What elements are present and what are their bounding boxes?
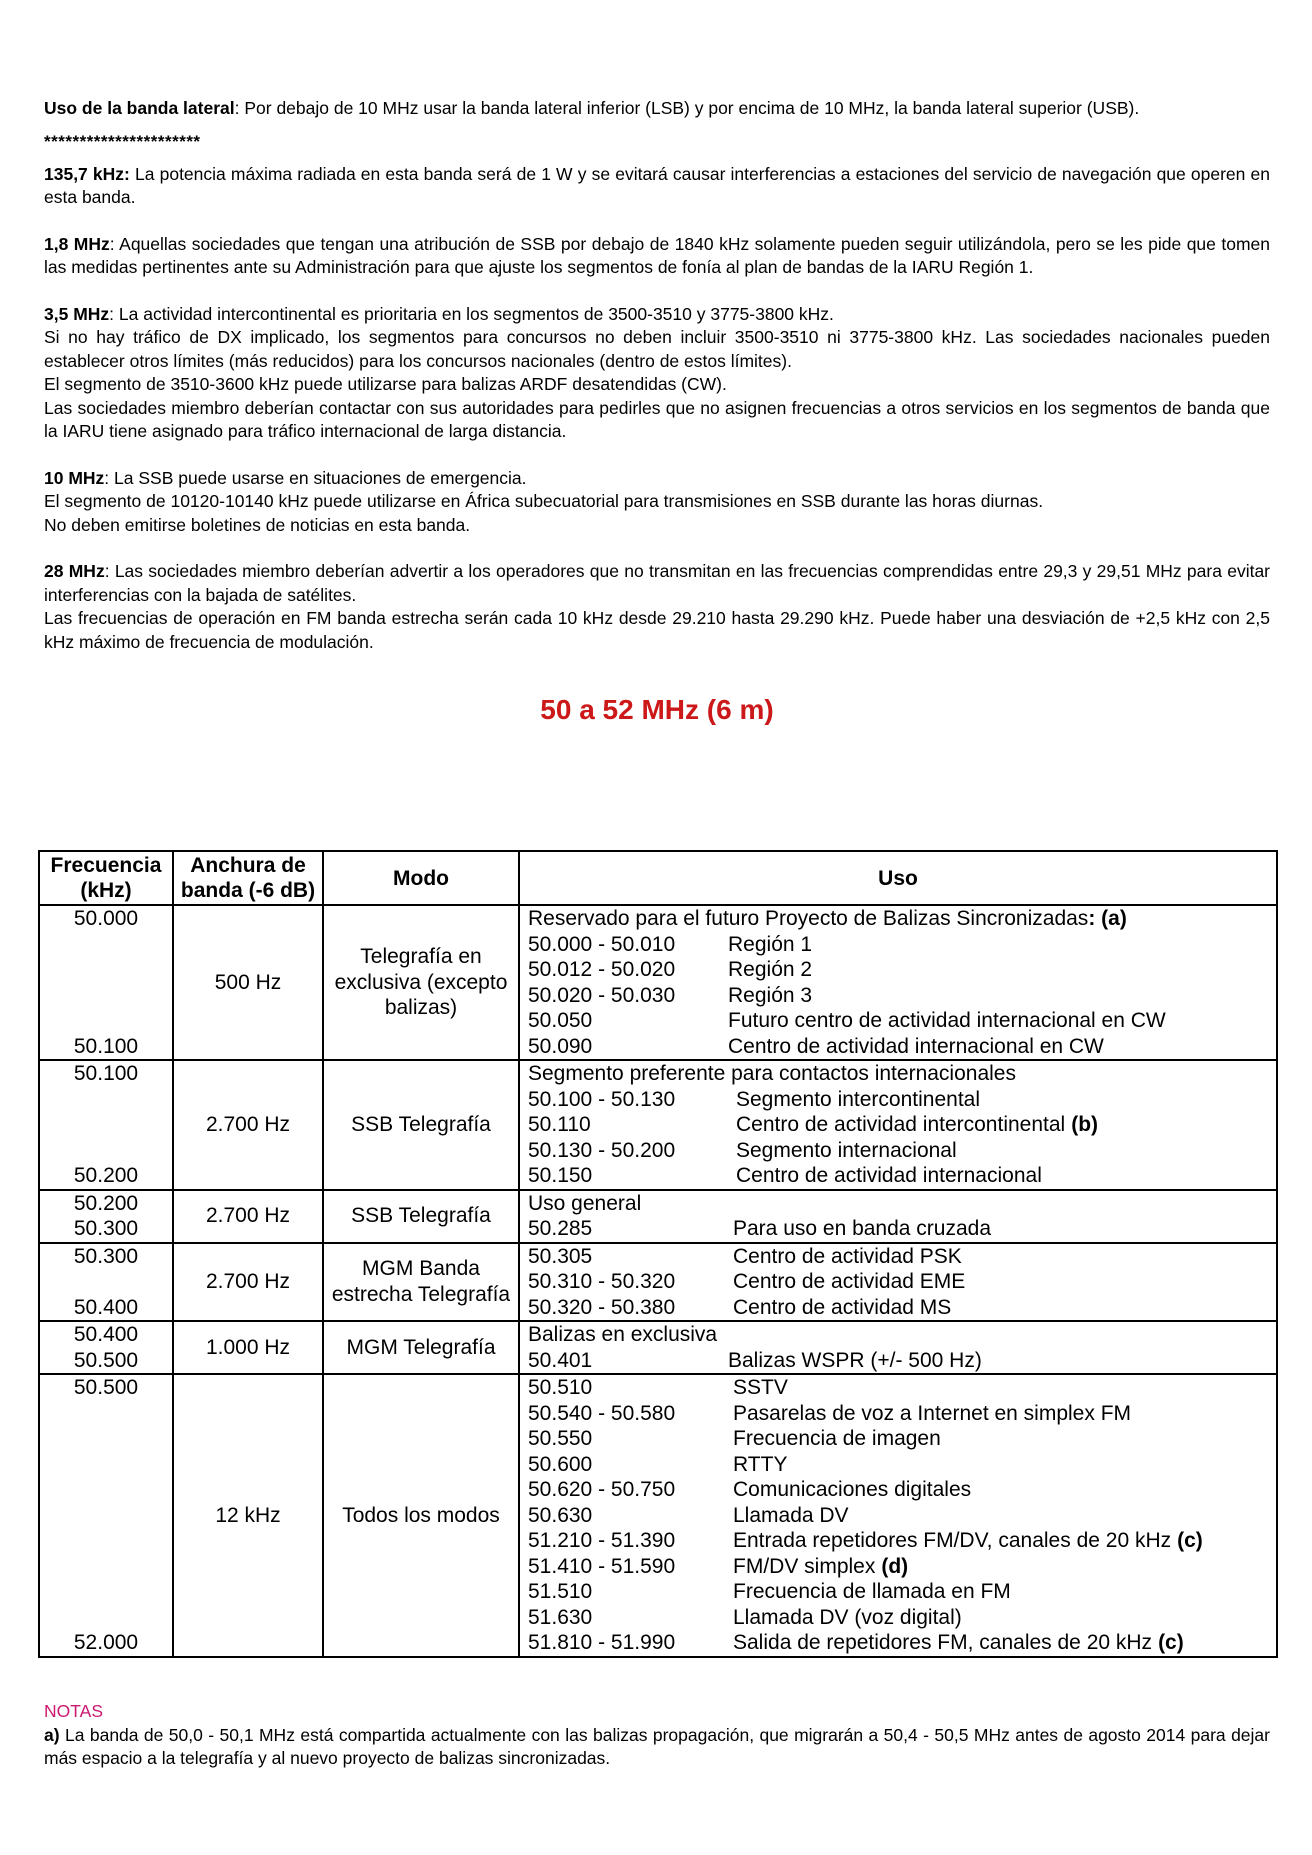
use-description: Centro de actividad MS: [733, 1295, 952, 1319]
use-item: [528, 1112, 1272, 1138]
text-10mhz-2: El segmento de 10120-10140 kHz puede utilizarse en África subecuatorial para transmisiones en SSB durante las horas diurnas.: [44, 491, 1044, 511]
use-item: [528, 1528, 1272, 1554]
use-frequency: 50.000 - 50.010: [528, 932, 676, 956]
text-28mhz-2: Las frecuencias de operación en FM banda estrecha serán cada 10 kHz desde 29.210 hasta 29.290 kHz. Puede haber una desviación de +2,5 kHz con 2,5 kHz máximo de frecuencia de modulación.: [44, 608, 1270, 652]
frequency-cell: [39, 1321, 173, 1374]
use-frequency: 50.600: [528, 1452, 593, 1476]
frequency-end: 50.400: [73, 1295, 139, 1319]
header-bandwidth: Anchura de banda (-6 dB): [173, 851, 323, 905]
table-header-row: [39, 851, 1277, 905]
use-frequency: 50.401: [528, 1348, 593, 1372]
use-item: [528, 1554, 1272, 1580]
use-item: [528, 1452, 1272, 1478]
paragraph-3-5mhz: [44, 303, 1270, 444]
use-cell: [519, 905, 1277, 1060]
note-ref: (d): [881, 1554, 909, 1578]
use-description: Frecuencia de llamada en FM: [733, 1580, 1011, 1603]
mode-cell: MGM Telegrafía: [323, 1321, 519, 1374]
bandwidth-cell: 2.700 Hz: [173, 1190, 323, 1243]
frequency-start: 50.000: [73, 907, 139, 930]
use-description: Llamada DV: [733, 1503, 849, 1527]
text-3-5mhz-3: El segmento de 3510-3600 kHz puede utilizarse para balizas ARDF desatendidas (CW).: [44, 374, 727, 394]
use-title: [528, 1322, 1272, 1348]
use-item: [528, 1087, 1272, 1113]
mode-cell: Todos los modos: [323, 1374, 519, 1657]
text-body: [44, 97, 1270, 728]
use-description: Entrada repetidores FM/DV, canales de 20 kHz: [733, 1529, 1172, 1552]
use-description: Región 3: [728, 983, 813, 1007]
use-description: Pasarelas de voz a Internet en simplex FM: [733, 1401, 1132, 1425]
use-description: SSTV: [733, 1376, 788, 1399]
use-description: Centro de actividad PSK: [733, 1244, 962, 1268]
heading-1-8mhz: 1,8 MHz: [44, 233, 110, 254]
frequency-cell: [39, 1243, 173, 1322]
bandwidth-cell: 12 kHz: [173, 1374, 323, 1657]
heading-10mhz: 10 MHz: [44, 467, 105, 488]
use-item: [528, 1138, 1272, 1164]
note-ref: (c): [1177, 1529, 1203, 1552]
table-row: [39, 1190, 1277, 1243]
frequency-start: 50.500: [73, 1376, 139, 1399]
use-item: [528, 1605, 1272, 1631]
use-description: Salida de repetidores FM, canales de 20 kHz: [733, 1631, 1153, 1654]
use-description: Centro de actividad EME: [733, 1270, 966, 1293]
mode-cell: MGM Banda estrecha Telegrafía: [323, 1243, 519, 1322]
use-item: [528, 1630, 1272, 1656]
heading-135khz: 135,7 kHz:: [44, 163, 130, 184]
use-description: Centro de actividad intercontinental: [736, 1113, 1066, 1136]
notes-section: [44, 1700, 1270, 1771]
use-description: Frecuencia de imagen: [733, 1427, 941, 1450]
use-frequency: 51.630: [528, 1605, 593, 1629]
use-description: Balizas WSPR (+/- 500 Hz): [728, 1348, 982, 1372]
frequency-end: 50.100: [73, 1034, 139, 1058]
use-frequency: 50.550: [528, 1427, 593, 1450]
use-frequency: 51.510: [528, 1580, 593, 1603]
use-frequency: 50.020 - 50.030: [528, 983, 676, 1007]
use-item: [528, 1216, 1272, 1242]
use-item: [528, 1579, 1272, 1605]
use-frequency: 50.100 - 50.130: [528, 1087, 676, 1111]
use-frequency: 50.305: [528, 1244, 593, 1268]
use-item: [528, 1375, 1272, 1401]
notes-title: NOTAS: [44, 1701, 103, 1721]
frequency-cell: [39, 1060, 173, 1190]
use-title: [528, 906, 1272, 932]
table-row: [39, 1321, 1277, 1374]
use-description: Futuro centro de actividad internacional en CW: [728, 1009, 1166, 1032]
use-title: [528, 1191, 1272, 1217]
use-frequency: 50.320 - 50.380: [528, 1295, 676, 1319]
bandwidth-cell: 2.700 Hz: [173, 1243, 323, 1322]
use-description: Centro de actividad internacional: [736, 1164, 1042, 1187]
use-item: [528, 932, 1272, 958]
use-title: [528, 1061, 1272, 1087]
frequency-cell: [39, 1374, 173, 1657]
table-row: [39, 1374, 1277, 1657]
use-description: FM/DV simplex: [733, 1554, 876, 1578]
paragraph-10mhz: [44, 467, 1270, 538]
use-frequency: 51.410 - 51.590: [528, 1554, 676, 1578]
use-title-text: Balizas en exclusiva: [528, 1323, 718, 1346]
separator-stars: **********************: [44, 131, 201, 151]
frequency-start: 50.300: [73, 1244, 139, 1268]
paragraph-135khz: [44, 163, 1270, 210]
frequency-start: 50.400: [73, 1323, 139, 1346]
use-frequency: 50.540 - 50.580: [528, 1401, 676, 1425]
use-description: Para uso en banda cruzada: [733, 1217, 992, 1240]
use-title-text: Uso general: [528, 1191, 642, 1215]
table-row: [39, 905, 1277, 1060]
use-frequency: 50.150: [528, 1164, 593, 1187]
use-description: Segmento internacional: [736, 1138, 957, 1162]
note-ref: (c): [1158, 1631, 1184, 1654]
heading-28mhz: 28 MHz: [44, 561, 105, 581]
use-frequency: 50.285: [528, 1217, 593, 1240]
use-item: [528, 1503, 1272, 1529]
header-mode: Modo: [323, 851, 519, 905]
use-item: [528, 1426, 1272, 1452]
bandwidth-cell: 500 Hz: [173, 905, 323, 1060]
use-cell: [519, 1060, 1277, 1190]
frequency-start: 50.200: [73, 1191, 139, 1215]
use-description: Llamada DV (voz digital): [733, 1605, 962, 1629]
table-row: [39, 1243, 1277, 1322]
use-title-text: Reservado para el futuro Proyecto de Balizas Sincronizadas: [528, 907, 1089, 930]
frequency-end: 50.200: [73, 1164, 139, 1187]
mode-cell: SSB Telegrafía: [323, 1190, 519, 1243]
text-135khz: La potencia máxima radiada en esta banda será de 1 W y se evitará causar interferencias a estaciones del servicio de navegación que operen en esta banda.: [44, 163, 1270, 207]
use-description: Región 2: [728, 958, 813, 981]
use-item: [528, 1295, 1272, 1321]
note-a-label: a): [44, 1724, 60, 1745]
use-item: [528, 1269, 1272, 1295]
note-ref: : (a): [1088, 907, 1127, 930]
frequency-start: 50.100: [73, 1062, 139, 1085]
note-a-text: La banda de 50,0 - 50,1 MHz está compartida actualmente con las balizas propagación, que migrarán a 50,4 - 50,5 MHz antes de agosto 2014 para dejar más espacio a la telegrafía y al nuevo proyecto de balizas sincronizadas.: [44, 1724, 1270, 1768]
use-frequency: 51.210 - 51.390: [528, 1529, 676, 1552]
heading-3-5mhz: 3,5 MHz: [44, 303, 110, 324]
use-frequency: 51.810 - 51.990: [528, 1631, 676, 1654]
sideband-text: : Por debajo de 10 MHz usar la banda lateral inferior (LSB) y por encima de 10 MHz, la banda lateral superior (USB).: [234, 98, 1140, 118]
use-item: [528, 1034, 1272, 1060]
table-body: [39, 905, 1277, 1657]
use-frequency: 50.050: [528, 1009, 593, 1032]
use-description: Centro de actividad internacional en CW: [728, 1034, 1104, 1058]
text-3-5mhz-2: Si no hay tráfico de DX implicado, los segmentos para concursos no deben incluir 3500-3510 ni 3775-3800 kHz. Las sociedades nacionales pueden establecer otros límites (más reducidos) para los concursos nacionales (dentro de estos límites).: [44, 327, 1270, 371]
use-cell: [519, 1321, 1277, 1374]
mode-cell: Telegrafía en exclusiva (excepto balizas): [323, 905, 519, 1060]
text-28mhz-1: : Las sociedades miembro deberían advertir a los operadores que no transmitan en las frecuencias comprendidas entre 29,3 y 29,51 MHz para evitar interferencias con la bajada de satélites.: [44, 561, 1271, 605]
section-title: 50 a 52 MHz (6 m): [540, 694, 774, 725]
use-title-text: Segmento preferente para contactos internacionales: [528, 1062, 1016, 1085]
use-frequency: 50.012 - 50.020: [528, 958, 676, 981]
use-description: Región 1: [728, 932, 813, 956]
table-row: [39, 1060, 1277, 1190]
use-item: [528, 1348, 1272, 1374]
frequency-end: 50.300: [73, 1217, 139, 1240]
bandwidth-cell: 2.700 Hz: [173, 1060, 323, 1190]
use-frequency: 50.630: [528, 1503, 593, 1527]
paragraph-28mhz: [44, 560, 1270, 654]
use-item: [528, 1244, 1272, 1270]
text-3-5mhz-1: : La actividad intercontinental es prioritaria en los segmentos de 3500-3510 y 3775-3800 kHz.: [109, 303, 834, 324]
use-item: [528, 1401, 1272, 1427]
use-cell: [519, 1374, 1277, 1657]
text-10mhz-3: No deben emitirse boletines de noticias en esta banda.: [44, 514, 471, 535]
frequency-cell: [39, 905, 173, 1060]
header-frequency: Frecuencia (kHz): [39, 851, 173, 905]
use-frequency: 50.620 - 50.750: [528, 1478, 676, 1501]
use-frequency: 50.310 - 50.320: [528, 1270, 676, 1293]
use-frequency: 50.110: [528, 1113, 591, 1136]
text-1-8mhz: : Aquellas sociedades que tengan una atribución de SSB por debajo de 1840 kHz solamente pueden seguir utilizándola, pero se les pide que tomen las medidas pertinentes ante su Administración para que ajuste los segmentos de fonía al plan de bandas de la IARU Región 1.: [44, 233, 1271, 277]
use-item: [528, 983, 1272, 1009]
sideband-paragraph: [44, 97, 1270, 121]
frequency-cell: [39, 1190, 173, 1243]
sideband-heading: Uso de la banda lateral: [44, 98, 235, 118]
note-a: [44, 1724, 1270, 1771]
use-frequency: 50.510: [528, 1376, 593, 1399]
bandwidth-cell: 1.000 Hz: [173, 1321, 323, 1374]
use-item: [528, 1477, 1272, 1503]
text-3-5mhz-4: Las sociedades miembro deberían contactar con sus autoridades para pedirles que no asignen frecuencias a otros servicios en los segmentos de banda que la IARU tiene asignado para tráfico internacional de larga distancia.: [44, 397, 1270, 441]
use-frequency: 50.130 - 50.200: [528, 1138, 676, 1162]
use-item: [528, 1163, 1272, 1189]
frequency-end: 50.500: [73, 1348, 139, 1372]
use-description: Segmento intercontinental: [736, 1087, 980, 1111]
use-cell: [519, 1190, 1277, 1243]
use-item: [528, 957, 1272, 983]
frequency-end: 52.000: [73, 1631, 139, 1654]
note-ref: (b): [1071, 1113, 1099, 1136]
use-cell: [519, 1243, 1277, 1322]
mode-cell: SSB Telegrafía: [323, 1060, 519, 1190]
band-plan-table: [38, 850, 1278, 1658]
paragraph-1-8mhz: [44, 233, 1270, 280]
use-description: Comunicaciones digitales: [733, 1478, 972, 1501]
text-10mhz-1: : La SSB puede usarse en situaciones de emergencia.: [104, 467, 527, 488]
use-description: RTTY: [733, 1452, 788, 1476]
use-item: [528, 1008, 1272, 1034]
header-use: Uso: [519, 851, 1277, 905]
use-frequency: 50.090: [528, 1034, 593, 1058]
